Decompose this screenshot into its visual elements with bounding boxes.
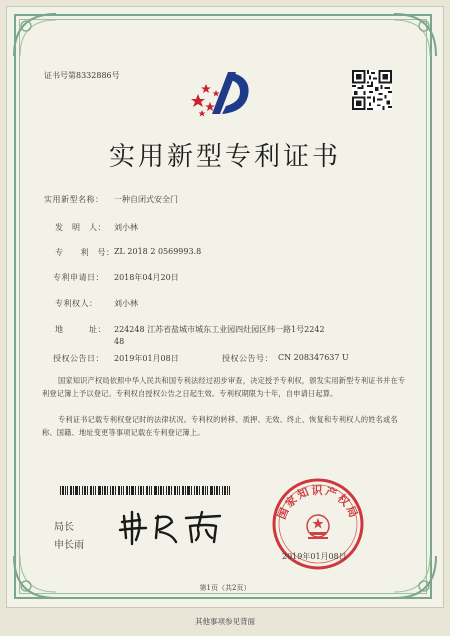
- patent-number-value: ZL 2018 2 0569993.8: [114, 247, 202, 256]
- patent-holder-value: 刘小林: [114, 299, 138, 308]
- corner-ornament-bottom-right: [392, 554, 438, 600]
- back-note: 其他事项参见背面: [195, 617, 255, 626]
- inventor-label: 发 明 人：: [55, 223, 106, 232]
- corner-ornament-bottom-left: [12, 554, 58, 600]
- name-label: 实用新型名称：: [44, 195, 104, 204]
- address-label: 地 址：: [55, 325, 106, 334]
- inventor-value: 刘小林: [114, 223, 138, 232]
- grant-number-value: CN 208347637 U: [278, 353, 349, 362]
- patent-number-label: 专 利 号：: [55, 248, 115, 257]
- corner-ornament-top-left: [12, 12, 58, 58]
- seal-date: 2019年01月08日: [282, 552, 347, 561]
- certificate-number: 证书号第8332886号: [44, 71, 120, 80]
- address-value-line2: 48: [114, 337, 125, 346]
- director-title: 局长: [54, 522, 74, 533]
- paragraph-grant: 国家知识产权局依照中华人民共和国专利法经过初步审查，决定授予专利权，颁发实用新型专利证书并在专利登记簿上予以登记。专利权自授权公告之日起生效。专利权期限为十年，自申请日起算。: [42, 376, 406, 398]
- grant-date-label: 授权公告日：: [53, 354, 104, 363]
- director-name: 申长雨: [54, 540, 84, 551]
- paragraph-legal-status: 专利证书记载专利权登记时的法律状况。专利权的转移、质押、无效、终止、恢复和专利权人的姓名或名称、国籍、地址变更等事项记载在专利登记簿上。: [42, 415, 398, 437]
- apply-date-value: 2018年04月20日: [114, 273, 179, 282]
- qr-code-icon: [352, 70, 392, 110]
- patent-holder-label: 专利权人：: [55, 299, 98, 308]
- address-value-line1: 224248 江苏省盐城市城东工业园四灶园区纬一路1号2242: [114, 325, 325, 334]
- corner-ornament-top-right: [392, 12, 438, 58]
- cnipa-logo-icon: [188, 66, 258, 122]
- svg-text:国家知识产权局: 国家知识产权局: [275, 483, 361, 522]
- grant-date-value: 2019年01月08日: [114, 354, 179, 363]
- grant-number-label: 授权公告号：: [222, 354, 273, 363]
- certificate-title: 实用新型专利证书: [108, 142, 341, 172]
- barcode-icon: [60, 486, 230, 495]
- handwritten-signature: [116, 508, 226, 546]
- page-indicator: 第1页（共2页）: [199, 584, 251, 592]
- apply-date-label: 专利申请日：: [53, 273, 104, 282]
- name-value: 一种自闭式安全门: [114, 195, 178, 204]
